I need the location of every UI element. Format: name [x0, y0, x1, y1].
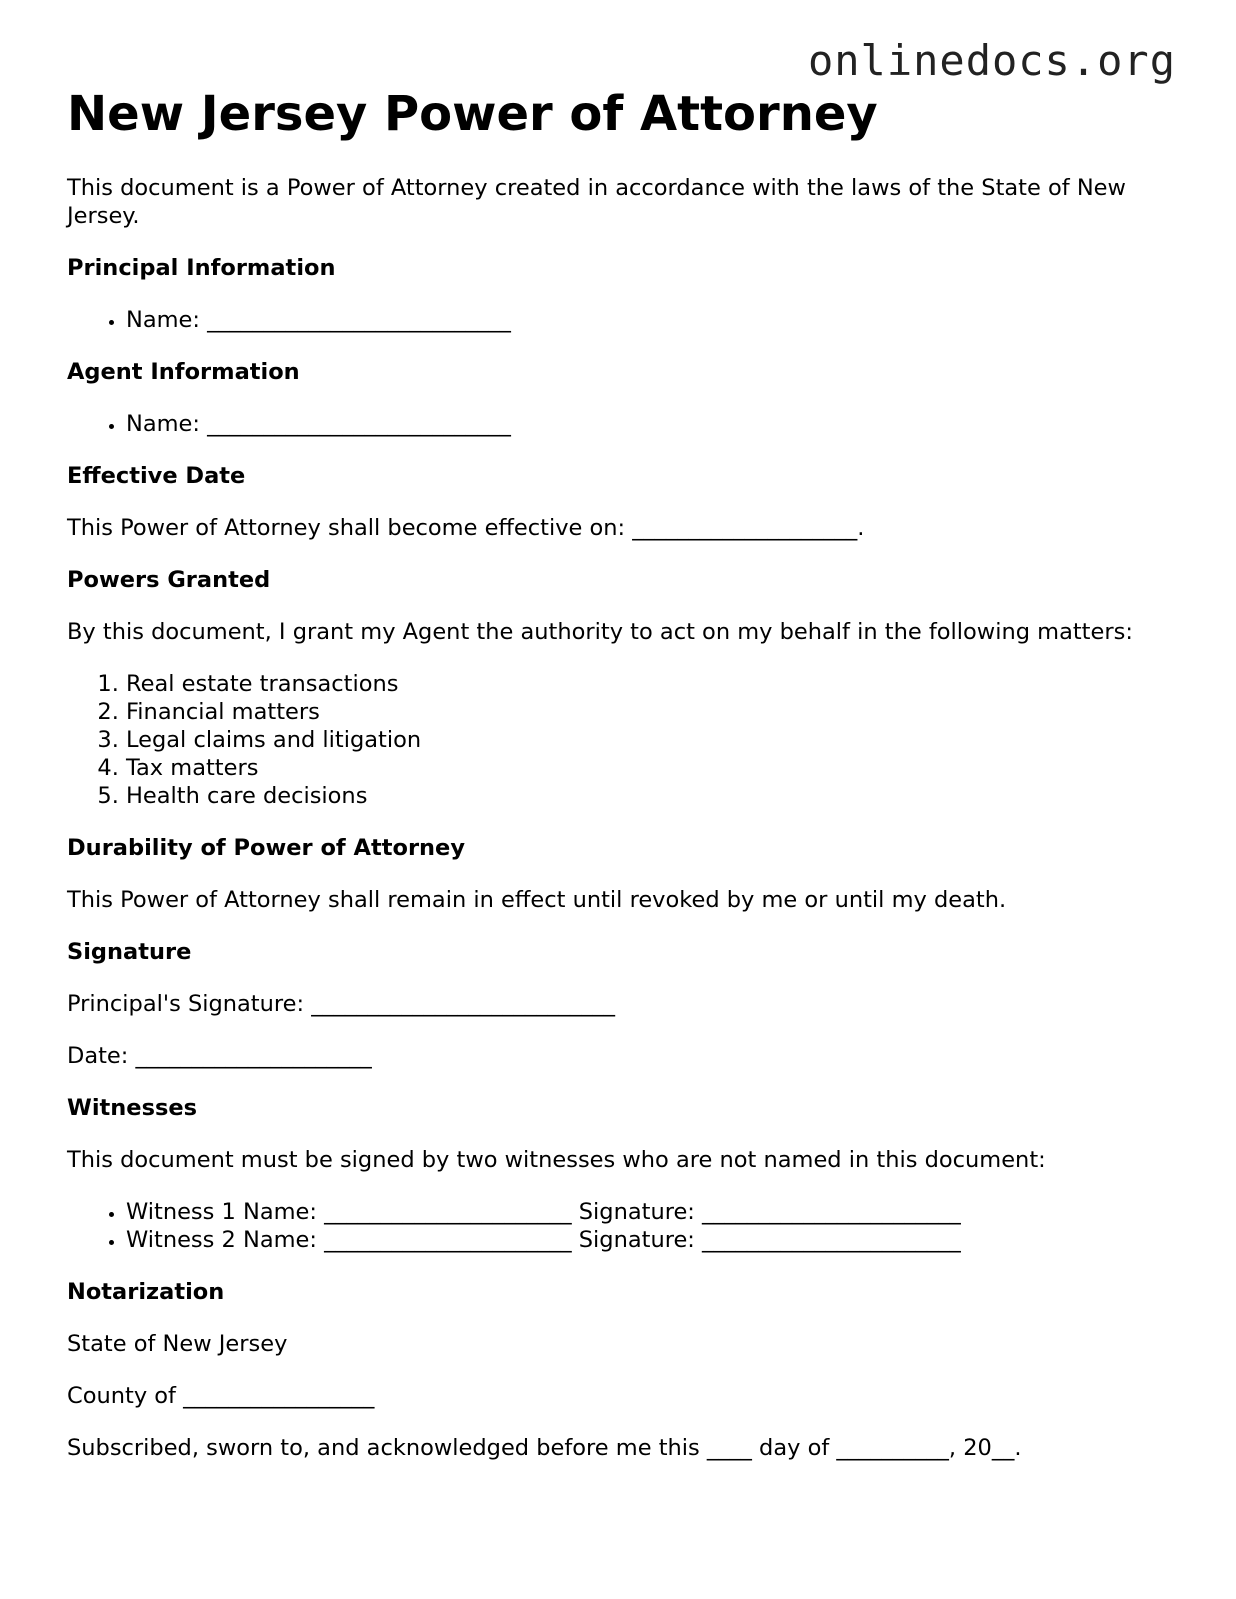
document-body — [67, 174, 1177, 1486]
durability-text: This Power of Attorney shall remain in effect until revoked by me or until my death. — [67, 887, 1007, 913]
effective-date-heading: Effective Date — [67, 463, 246, 489]
powers-list — [67, 670, 1177, 810]
witness-1-field: • Witness 1 Name: ______________________ Signature: _______________________ — [126, 1198, 1177, 1226]
principal-name-field: • Name: ___________________________ — [126, 306, 1177, 334]
watermark: onlinedocs.org — [807, 36, 1176, 85]
power-item: 5. Health care decisions — [126, 782, 1177, 810]
intro-paragraph: This document is a Power of Attorney created in accordance with the laws of the State of New Jersey. — [67, 175, 1126, 229]
powers-heading: Powers Granted — [67, 567, 271, 593]
notarization-heading: Notarization — [67, 1279, 225, 1305]
effective-date-text: This Power of Attorney shall become effective on: ____________________. — [67, 515, 865, 541]
powers-text: By this document, I grant my Agent the authority to act on my behalf in the following matters: — [67, 619, 1133, 645]
power-item: 4. Tax matters — [126, 754, 1177, 782]
principal-heading: Principal Information — [67, 255, 336, 281]
power-item: 3. Legal claims and litigation — [126, 726, 1177, 754]
notarization-county-field: County of _________________ — [67, 1383, 375, 1409]
agent-heading: Agent Information — [67, 359, 300, 385]
witnesses-text: This document must be signed by two witnesses who are not named in this document: — [67, 1147, 1046, 1173]
signature-date-field: Date: _____________________ — [67, 1043, 372, 1069]
power-item: 1. Real estate transactions — [126, 670, 1177, 698]
witnesses-list — [67, 1198, 1177, 1254]
durability-heading: Durability of Power of Attorney — [67, 835, 465, 861]
agent-name-field: • Name: ___________________________ — [126, 410, 1177, 438]
principal-list — [67, 306, 1177, 334]
witnesses-heading: Witnesses — [67, 1095, 198, 1121]
signature-heading: Signature — [67, 939, 192, 965]
notarization-subscribed: Subscribed, sworn to, and acknowledged before me this ____ day of __________, 20__. — [67, 1435, 1022, 1461]
witness-2-field: • Witness 2 Name: ______________________ Signature: _______________________ — [126, 1226, 1177, 1254]
notarization-state: State of New Jersey — [67, 1331, 288, 1357]
power-item: 2. Financial matters — [126, 698, 1177, 726]
page-title: New Jersey Power of Attorney — [67, 86, 878, 142]
principal-signature-field: Principal's Signature: ___________________________ — [67, 991, 615, 1017]
agent-list — [67, 410, 1177, 438]
